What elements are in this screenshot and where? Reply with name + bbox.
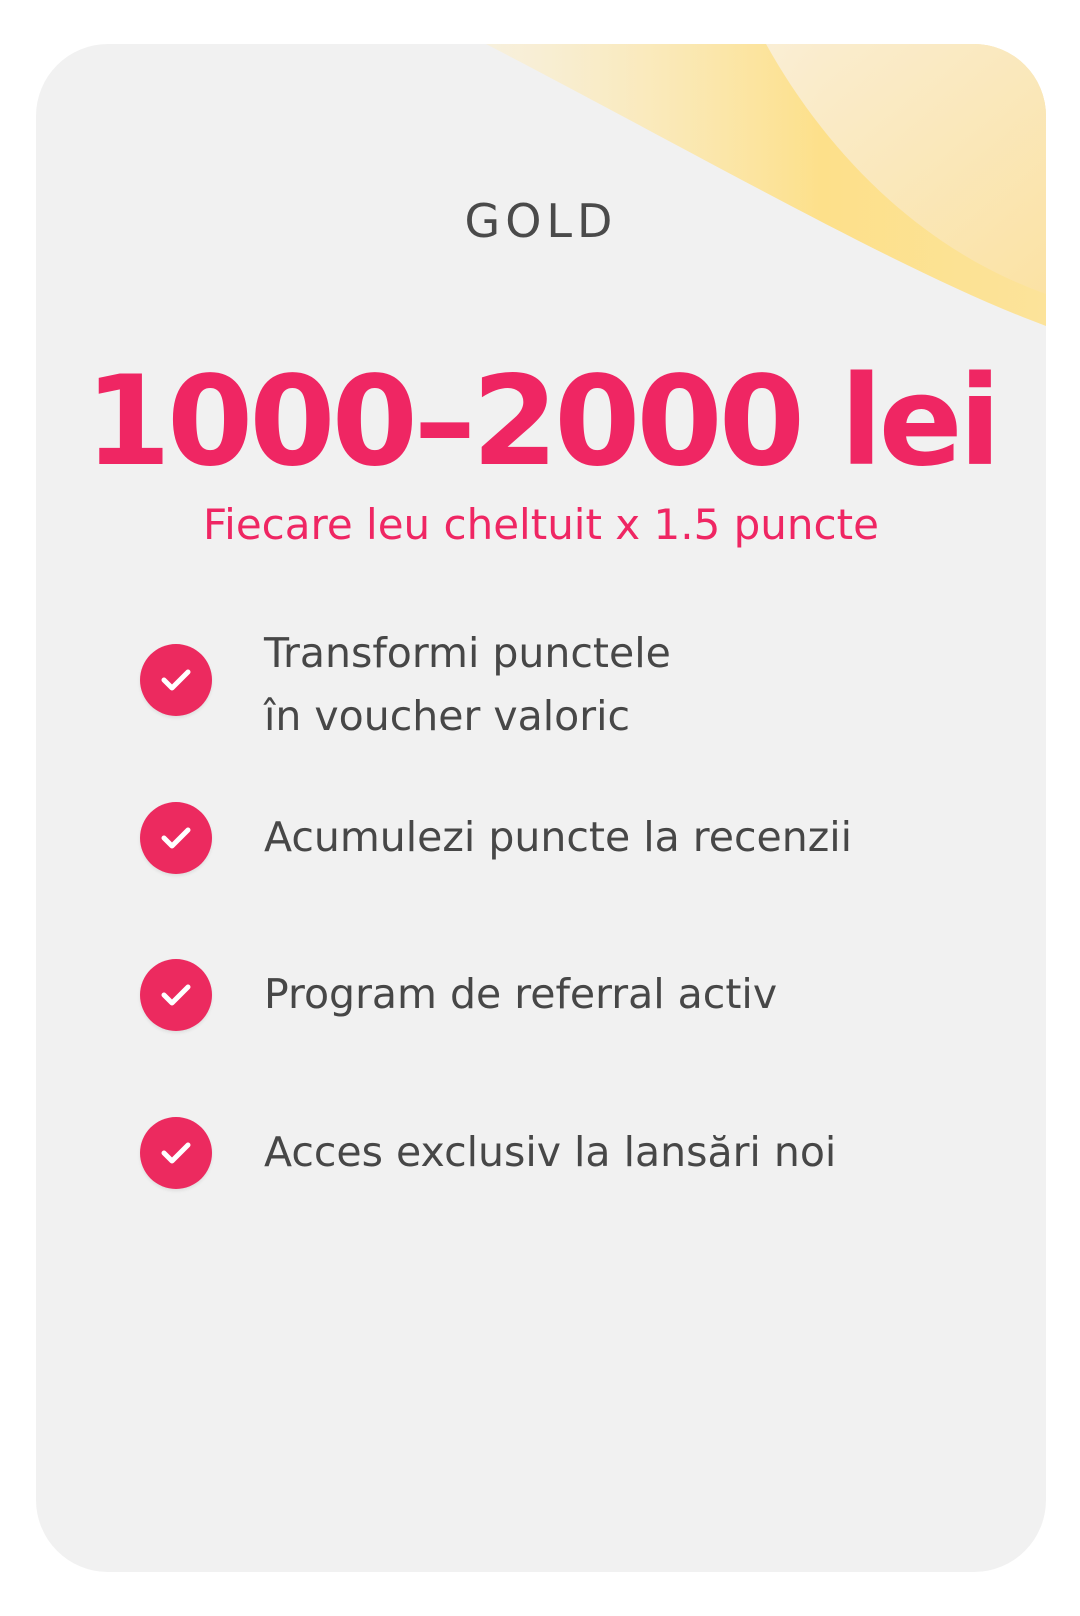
- benefit-text: Acumulezi puncte la recenzii: [264, 813, 852, 861]
- price-range: 1000–2000 lei: [84, 350, 998, 494]
- check-icon: [140, 1117, 212, 1189]
- benefit-text: Program de referral activ: [264, 970, 778, 1018]
- check-icon: [140, 959, 212, 1031]
- check-icon: [140, 644, 212, 716]
- benefit-text: Acces exclusiv la lansări noi: [264, 1128, 837, 1176]
- check-icon: [140, 802, 212, 874]
- tier-card: [36, 44, 1046, 1572]
- points-multiplier: Fiecare leu cheltuit x 1.5 puncte: [203, 500, 879, 549]
- benefit-text: Transformi punctele în voucher valoric: [264, 629, 671, 740]
- tier-name: GOLD: [464, 194, 618, 248]
